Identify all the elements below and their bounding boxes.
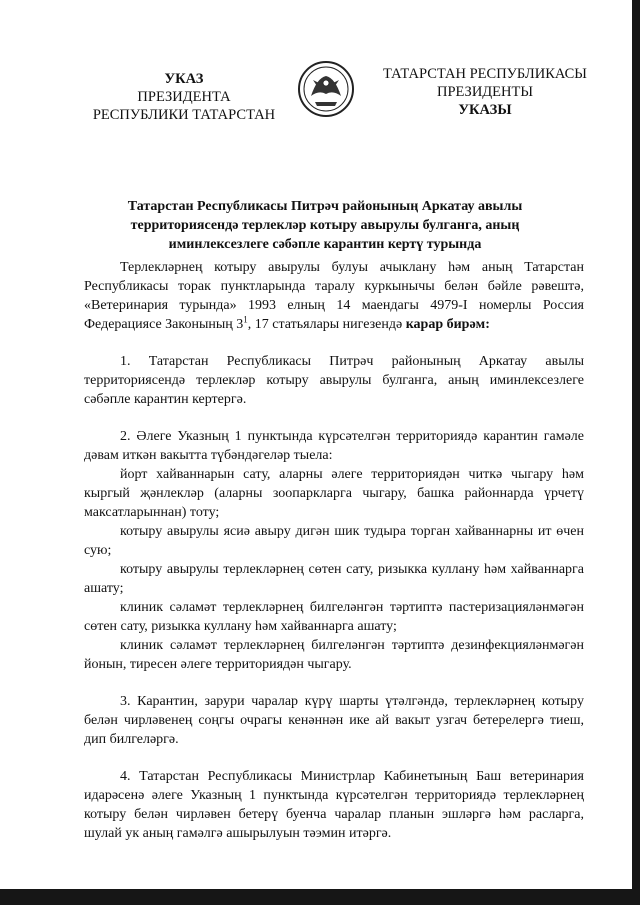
spacer bbox=[84, 674, 584, 692]
item-2-intro: 2. Әлеге Указның 1 пунктында күрсәтелгән территориядә карантин гамәле дәвам иткән вакытта түбәндәгеләр тыела: bbox=[84, 429, 584, 463]
spacer bbox=[84, 409, 584, 427]
scan-edge-right bbox=[632, 0, 640, 905]
tatarstan-coat-of-arms-icon bbox=[297, 60, 355, 118]
header-left-line-3: РЕСПУБЛИКИ ТАТАРСТАН bbox=[92, 107, 276, 123]
title-line-3: иминлексезлеге сәбәпле карантин кертү турында bbox=[168, 237, 482, 252]
item-2-line-1: йорт хайваннарын сату, аларны әлеге территориядән читкә чыгару һәм кыргый җәнлекләр (аларны зоопаркларга чыгару, башка районнарда үрчетү максатларыннан) тоту; bbox=[84, 467, 584, 520]
scan-edge-bottom bbox=[0, 889, 640, 905]
header-left-line-1: УКАЗ bbox=[164, 71, 204, 87]
decree-title bbox=[100, 197, 550, 254]
item-2-line-3: котыру авырулы терлекләрнең сөтен сату, ризыкка куллану һәм хайваннарга ашату; bbox=[84, 562, 584, 596]
header-right-line-3: УКАЗЫ bbox=[458, 102, 512, 118]
item-4: 4. Татарстан Республикасы Министрлар Кабинетының Баш ветеринария идарәсенә әлеге Указның 1 пунктында күрсәтелгән территориядә терлекләрнең котыру белән чирләвен бетерү буенча чаралар планын эшләргә һәм расларга, шулай ук аның гамәлгә ашырылуын тәэмин итәргә. bbox=[84, 769, 584, 841]
header-right-line-2: ПРЕЗИДЕНТЫ bbox=[436, 84, 534, 100]
header-right-block bbox=[370, 65, 600, 119]
preamble-paragraph bbox=[84, 258, 584, 334]
preamble-superscript: 1 bbox=[243, 314, 248, 325]
preamble-bold: карар бирәм: bbox=[405, 317, 490, 332]
spacer bbox=[84, 334, 584, 352]
header-left-line-2: ПРЕЗИДЕНТА bbox=[137, 89, 231, 105]
spacer bbox=[84, 749, 584, 767]
item-2-line-4: клиник сәламәт терлекләрнең билгеләнгән тәртиптә пастеризацияләнмәгән сөтен сату, ризыкка куллану һәм хайваннарга ашату; bbox=[84, 600, 584, 634]
header-right-line-1: ТАТАРСТАН РЕСПУБЛИКАСЫ bbox=[383, 66, 587, 82]
header-left-block bbox=[84, 70, 284, 124]
title-line-2: территориясендә терлекләр котыру авырулы булганга, аның bbox=[130, 218, 520, 233]
item-2-line-5: клиник сәламәт терлекләрнең билгеләнгән тәртиптә дезинфекцияләнмәгән йонын, тиресен әлеге территориядән чыгару. bbox=[84, 638, 584, 672]
item-1: 1. Татарстан Республикасы Питрәч районының Аркатау авылы территориясендә терлекләр котыру авырулы булганга, аның иминлексезлеге сәбәпле карантин кертергә. bbox=[84, 354, 584, 407]
item-2-line-2: котыру авырулы ясиә авыру дигән шик тудыра торган хайваннарны ит өчен сую; bbox=[84, 524, 584, 558]
preamble-text-after: , 17 статьялары нигезендә bbox=[247, 317, 406, 332]
decree-body bbox=[84, 258, 584, 843]
preamble-text: Терлекләрнең котыру авырулы булуы ачыклану һәм аның Татарстан Республикасы торак пунктларында таралу куркынычы белән бәйле рәвештә, «Ветеринария турында» 1993 елның 14 маендагы 4979-I номерлы Россия Федерациясе Законының 3 bbox=[84, 260, 584, 332]
item-3: 3. Карантин, зарури чаралар күрү шарты үтәлгәндә, терлекләрнең котыру белән чирләвенең соңгы очрагы кенәннән ике ай вакыт узгач бетерелергә тиеш, дип билгеләргә. bbox=[84, 694, 584, 747]
title-line-1: Татарстан Республикасы Питрәч районының Аркатау авылы bbox=[127, 199, 523, 214]
